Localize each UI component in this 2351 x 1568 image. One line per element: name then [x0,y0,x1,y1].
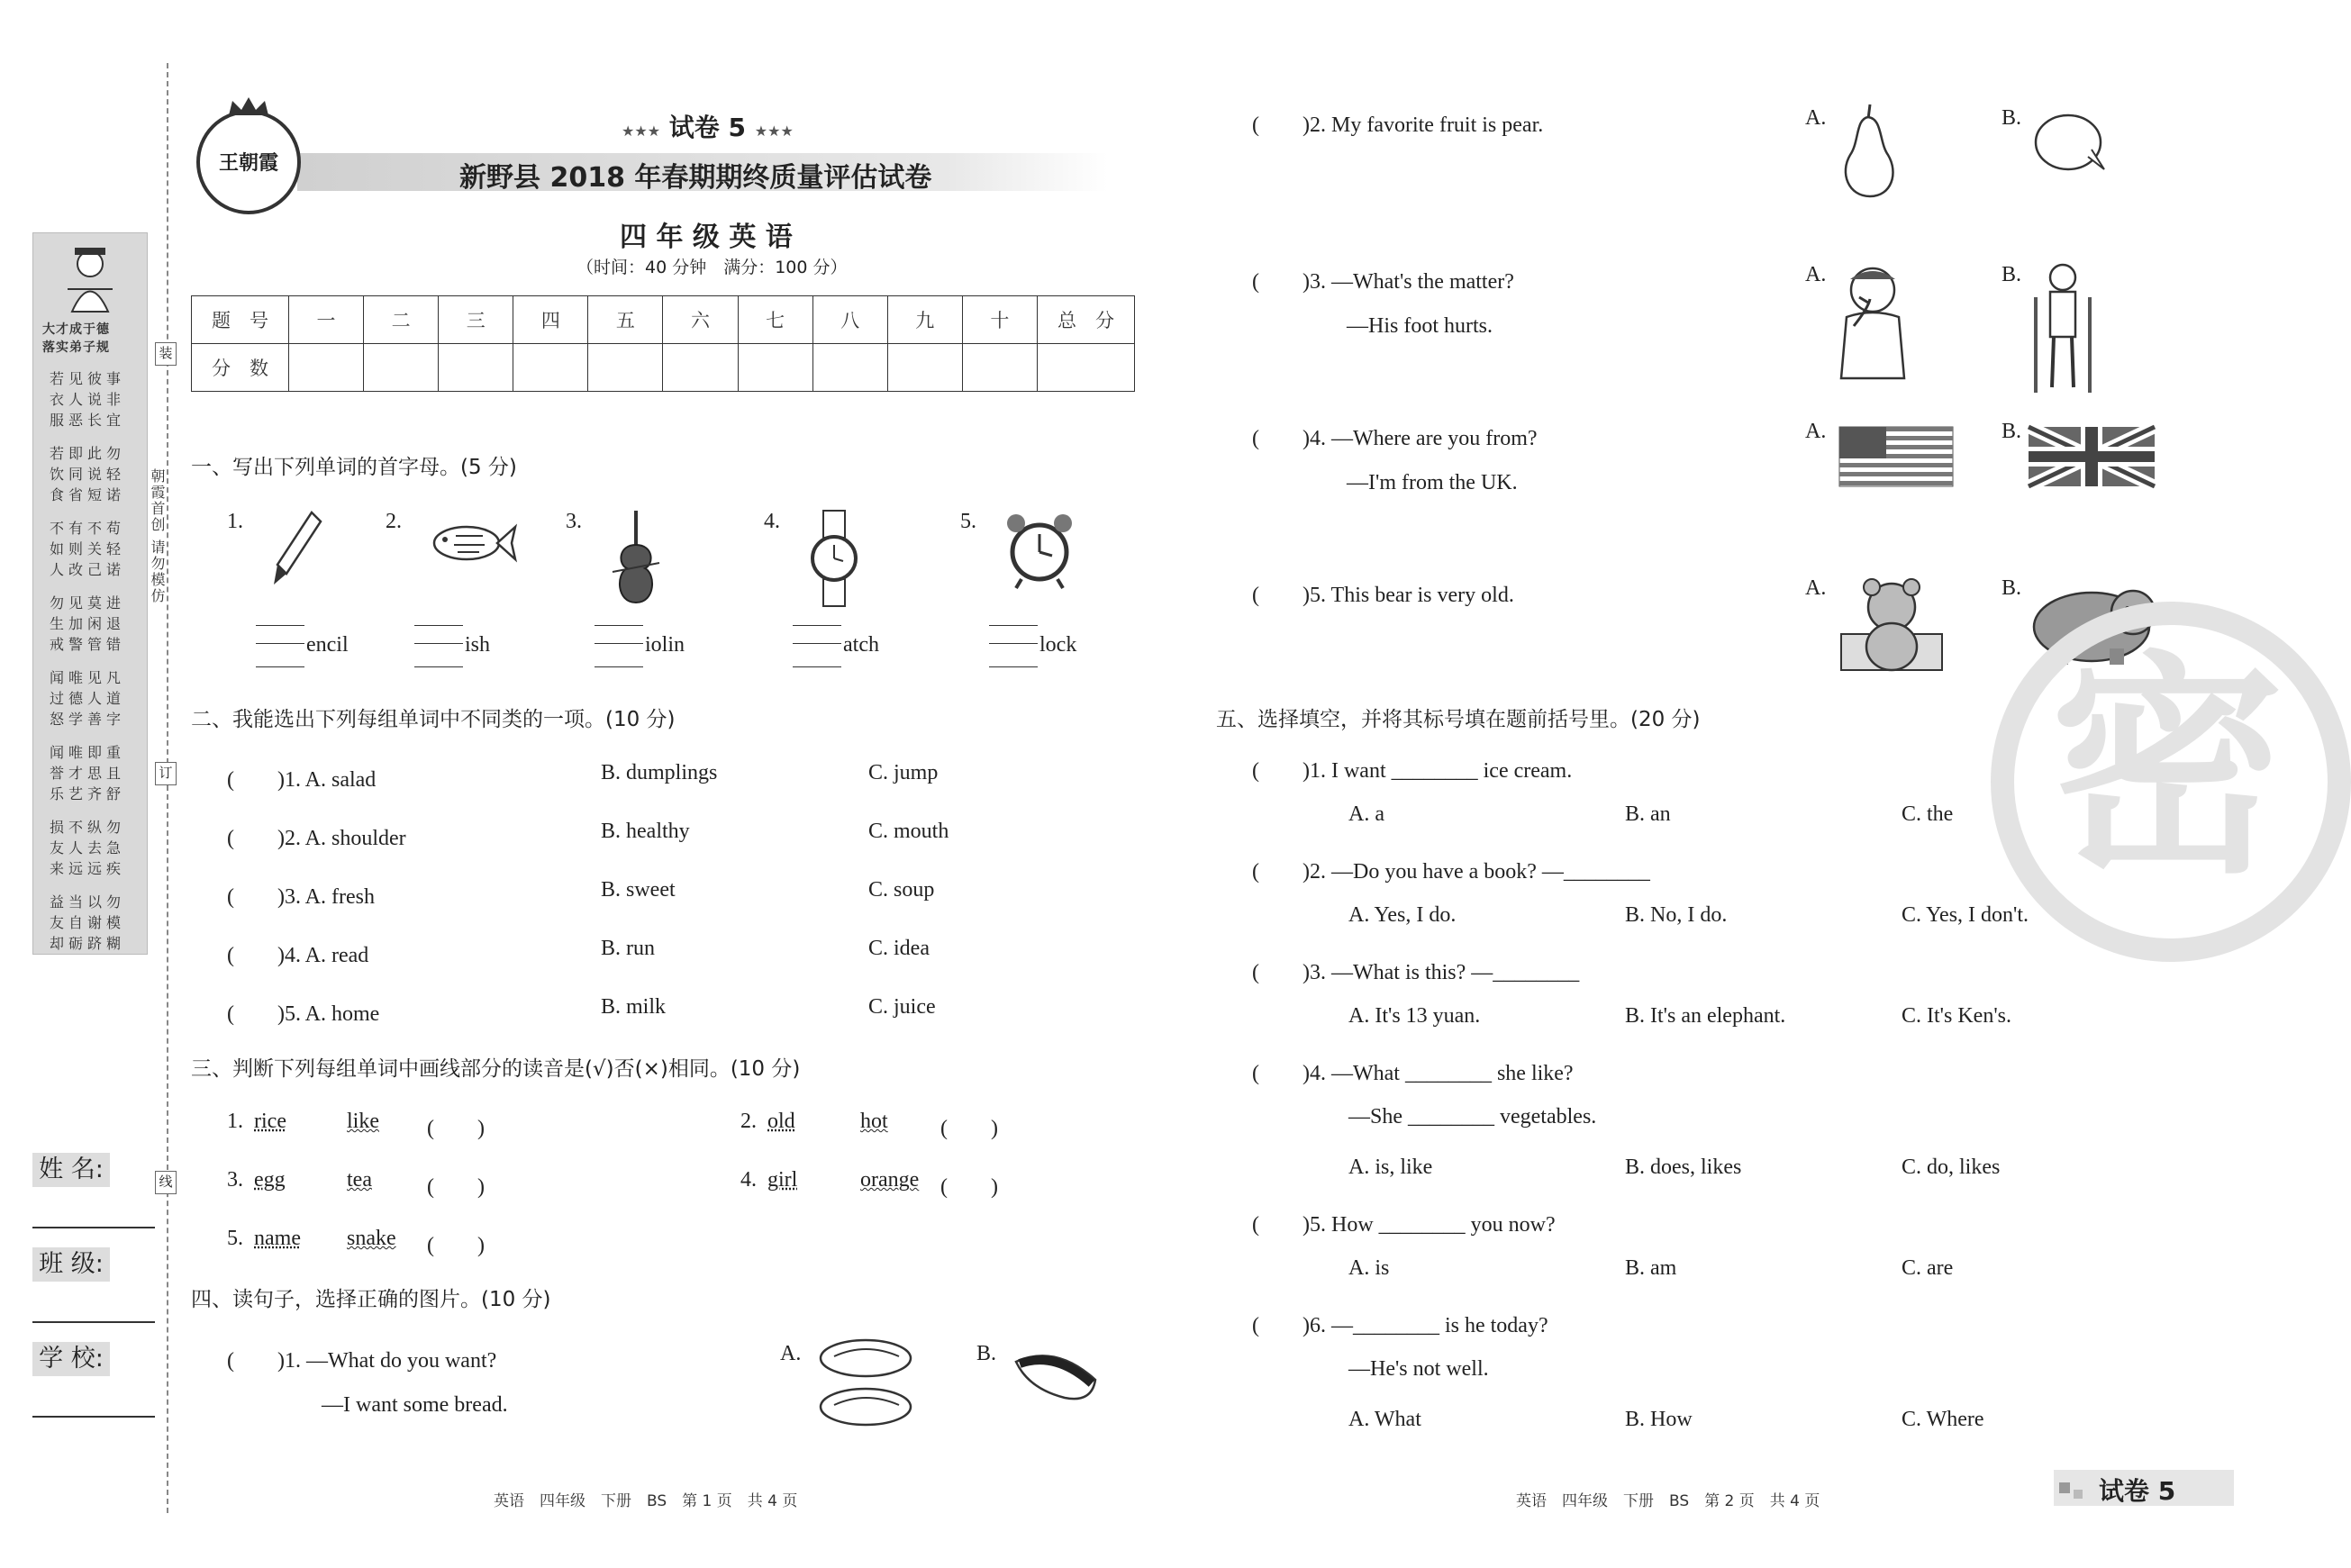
s1-item-number: 1. [227,510,243,533]
s3-word-2: snake [347,1227,396,1250]
school-field[interactable] [32,1414,155,1418]
star-icon: ★★★ [754,122,794,140]
s3-word-2: hot [860,1110,888,1133]
s1-item-number: 5. [960,510,976,533]
s4-question: ( )4. —Where are you from? [1252,427,1538,450]
rules-poem [50,368,140,966]
poem-line: 友自谢模 [50,914,126,931]
s5-option-a[interactable]: A. is [1348,1256,1390,1280]
motto-line-2: 落实弟子规 [42,340,110,355]
us-flag-icon[interactable] [1839,427,1953,490]
s3-word-1: name [254,1227,301,1250]
s5-question: ( )5. How ________ you now? [1252,1213,1556,1237]
violin-icon [609,509,663,612]
poem-block [50,518,140,580]
s5-question: ( )3. —What is this? —________ [1252,961,1580,984]
score-input-cell[interactable] [289,344,364,392]
poem-line: 戒警管错 [50,636,126,653]
s1-word-suffix: encil [306,633,349,657]
score-input-cell[interactable] [962,344,1037,392]
logo-badge [196,110,301,214]
watch-icon [807,509,861,612]
poem-line: 损不纵勿 [50,819,126,836]
s1-blank-top[interactable] [414,625,463,626]
s2-option-c: C. jump [868,761,939,784]
s5-question: ( )6. —________ is he today? [1252,1314,1548,1337]
score-input-cell[interactable] [663,344,738,392]
s2-option-c: C. soup [868,878,935,902]
s3-answer-paren[interactable]: ( ) [940,1117,998,1140]
confidential-watermark [1991,602,2351,962]
score-input-cell[interactable] [439,344,513,392]
clock-icon [1003,509,1076,594]
square-icon [2074,1490,2083,1499]
s3-word-1: girl [767,1168,798,1192]
s4-option-b[interactable]: B. [2002,420,2022,443]
footer-badge [2054,1470,2234,1506]
poem-line: 若即此勿 [50,445,126,462]
s3-number: 3. [227,1168,243,1192]
s4-option-b[interactable]: B. [976,1342,997,1365]
s1-blank-mid[interactable] [989,643,1038,644]
s5-option-c[interactable]: C. are [1902,1256,1954,1280]
name-field[interactable] [32,1225,155,1228]
school-label: 学 校: [32,1342,110,1376]
logo-text: 王朝霞 [218,152,278,175]
watermark-char: 密 [2050,633,2284,905]
poem-line: 生加闲退 [50,615,126,632]
s5-option-c[interactable]: C. do, likes [1902,1156,2001,1179]
s5-option-b[interactable]: B. am [1625,1256,1677,1280]
s3-answer-paren[interactable]: ( ) [427,1234,485,1257]
score-input-cell[interactable] [1038,344,1135,392]
score-input-cell[interactable] [513,344,588,392]
s5-option-c[interactable]: C. Yes, I don't. [1902,903,2029,927]
poem-line: 不有不苟 [50,520,126,537]
s4-question: ( )2. My favorite fruit is pear. [1252,113,1544,137]
pear-icon[interactable] [1838,101,1901,204]
subject-title: 四 年 级 英 语 [620,222,793,253]
s5-option-b[interactable]: B. No, I do. [1625,903,1728,927]
s3-word-1: old [767,1110,795,1133]
s5-option-a[interactable]: A. Yes, I do. [1348,903,1457,927]
uk-flag-icon[interactable] [2029,427,2155,490]
s2-question: ( )1. A. salad [227,768,377,792]
s4-option-a[interactable]: A. [780,1342,802,1365]
section1-title: 一、写出下列单词的首字母。(5 分) [191,456,517,479]
scholar-figure-icon [59,244,122,316]
poem-line: 人改己诺 [50,561,126,578]
s3-number: 1. [227,1110,243,1133]
s5-question: ( )4. —What ________ she like? [1252,1062,1574,1085]
s2-option-b: B. healthy [601,820,690,843]
poem-line: 饮同说轻 [50,466,126,483]
boy-cry-icon[interactable] [1832,263,1913,384]
bear-old-icon[interactable] [1838,571,1946,683]
section4-title: 四、读句子，选择正确的图片。(10 分) [191,1288,551,1311]
poem-line: 如则关轻 [50,540,126,557]
s1-blank-top[interactable] [793,625,841,626]
score-table-header [192,296,1135,344]
score-header-cell: 八 [812,296,887,344]
fish-icon [429,509,519,576]
poem-line: 过德人道 [50,690,126,707]
score-header-cell: 十 [962,296,1037,344]
s5-question: ( )2. —Do you have a book? —________ [1252,860,1650,884]
s1-item-number: 2. [386,510,402,533]
poem-line: 闻唯见凡 [50,669,126,686]
s1-blank-mid[interactable] [256,643,304,644]
s4-question: ( )3. —What's the matter? [1252,270,1514,294]
score-input-cell[interactable] [812,344,887,392]
s4-option-b[interactable]: B. [2002,263,2022,286]
score-header-cell: 三 [439,296,513,344]
s3-answer-paren[interactable]: ( ) [427,1175,485,1199]
poem-line: 食省短诺 [50,486,126,503]
s1-blank-top[interactable] [989,625,1038,626]
s1-blank-mid[interactable] [595,643,643,644]
s2-question: ( )2. A. shoulder [227,827,406,850]
s2-question: ( )3. A. fresh [227,885,375,909]
s2-option-b: B. run [601,937,655,960]
s5-question-line-2: —He's not well. [1348,1357,1489,1381]
s1-word-suffix: lock [1039,633,1077,657]
s1-blank-bottom[interactable] [595,666,643,667]
s5-option-c[interactable]: C. It's Ken's. [1902,1004,2011,1028]
score-input-cell[interactable] [738,344,812,392]
motto-panel [32,232,148,955]
s3-answer-paren[interactable]: ( ) [427,1117,485,1140]
s5-option-b[interactable]: B. How [1625,1408,1693,1431]
s2-question: ( )4. A. read [227,944,369,967]
s5-question: ( )1. I want ________ ice cream. [1252,759,1573,783]
poem-block [50,667,140,730]
star-icon: ★★★ [622,122,661,140]
score-input-cell[interactable] [588,344,663,392]
s3-number: 4. [740,1168,757,1192]
s1-word-suffix: iolin [645,633,685,657]
s1-blank-bottom[interactable] [414,666,463,667]
score-header-cell: 四 [513,296,588,344]
s3-number: 2. [740,1110,757,1133]
class-field[interactable] [32,1319,155,1323]
section5-title: 五、选择填空，并将其标号填在题前括号里。(20 分) [1216,708,1701,731]
square-icon [2059,1482,2070,1493]
poem-block [50,742,140,804]
score-header-cell: 二 [364,296,439,344]
score-header-cell: 五 [588,296,663,344]
s3-word-2: orange [860,1168,920,1192]
s4-option-a[interactable]: A. [1805,106,1827,130]
s4-answer-line: —His foot hurts. [1347,314,1493,338]
footer-right: 英语 四年级 下册 BS 第 2 页 共 4 页 [1516,1492,1820,1510]
badge-top: ★★★ 试卷 5 ★★★ [622,113,794,142]
poem-block [50,892,140,954]
score-header-cell: 六 [663,296,738,344]
s4-option-a[interactable]: A. [1805,263,1827,286]
s2-option-c: C. idea [868,937,930,960]
poem-line: 若见彼事 [50,370,126,387]
s5-option-a[interactable]: A. What [1348,1408,1421,1431]
poem-line: 勿见莫进 [50,594,126,612]
score-input-cell[interactable] [364,344,439,392]
s3-answer-paren[interactable]: ( ) [940,1175,998,1199]
s4-answer-line: —I want some bread. [322,1393,508,1417]
hotdog-icon[interactable] [1011,1344,1101,1410]
exam-meta: （时间：40 分钟 满分：100 分） [576,258,848,277]
s2-option-c: C. mouth [868,820,949,843]
s4-question: ( )5. This bear is very old. [1252,584,1514,607]
s1-blank-mid[interactable] [414,643,463,644]
s5-option-a[interactable]: A. a [1348,802,1384,826]
score-label-cell: 分 数 [192,344,289,392]
s4-question: ( )1. —What do you want? [227,1349,497,1373]
s4-option-b[interactable]: B. [2002,106,2022,130]
s1-blank-top[interactable] [595,625,643,626]
s5-option-c[interactable]: C. the [1902,802,1954,826]
section2-title: 二、我能选出下列每组单词中不同类的一项。(10 分) [191,708,676,731]
s2-option-b: B. sweet [601,878,676,902]
score-input-cell[interactable] [887,344,962,392]
poem-line: 服恶长宜 [50,412,126,429]
poem-block [50,817,140,879]
s3-word-2: like [347,1110,379,1133]
crown-icon [227,95,270,117]
s1-blank-mid[interactable] [793,643,841,644]
s3-word-1: rice [254,1110,286,1133]
poem-block [50,593,140,655]
s1-item-number: 3. [566,510,582,533]
s2-option-b: B. dumplings [601,761,718,784]
poem-line: 益当以勿 [50,893,126,911]
score-table-row [192,344,1135,392]
poem-line: 友人去急 [50,839,126,857]
binding-line [167,63,168,1513]
s4-option-a[interactable]: A. [1805,420,1827,443]
s5-option-a[interactable]: A. is, like [1348,1156,1433,1179]
class-label: 班 级: [32,1247,110,1282]
poem-line: 却砺跻糊 [50,935,126,952]
vertical-note: 朝霞首创 请勿模仿 [149,468,166,605]
s5-option-b[interactable]: B. It's an elephant. [1625,1004,1786,1028]
score-header-cell: 七 [738,296,812,344]
score-header-cell: 总 分 [1038,296,1135,344]
seal-mark-3: 线 [155,1171,177,1194]
s5-option-a[interactable]: A. It's 13 yuan. [1348,1004,1481,1028]
poem-line: 怒学善字 [50,711,126,728]
s1-word-suffix: atch [843,633,879,657]
s1-item-number: 4. [764,510,780,533]
s2-option-b: B. milk [601,995,667,1019]
s5-question-line-2: —She ________ vegetables. [1348,1105,1597,1128]
seal-mark-2: 订 [155,762,177,785]
exam-title: 新野县 2018 年春期期终质量评估试卷 [459,162,932,194]
s5-option-c[interactable]: C. Where [1902,1408,1984,1431]
section3-title: 三、判断下列每组单词中画线部分的读音是(√)否(×)相同。(10 分) [191,1057,801,1081]
footer-badge-text: 试卷 5 [2099,1476,2176,1506]
s1-blank-bottom[interactable] [989,666,1038,667]
poem-line: 乐艺齐舒 [50,785,126,802]
poem-block [50,443,140,505]
poem-line: 来远远疾 [50,860,126,877]
s1-blank-top[interactable] [256,625,304,626]
poem-block [50,368,140,431]
s4-option-b[interactable]: B. [2002,576,2022,600]
score-header-cell: 题 号 [192,296,289,344]
score-table [191,295,1135,392]
motto-line-1: 大才成于德 [42,322,110,337]
s5-option-b[interactable]: B. an [1625,802,1671,826]
poem-line: 誉才思且 [50,765,126,782]
s5-option-b[interactable]: B. does, likes [1625,1156,1742,1179]
s3-word-2: tea [347,1168,372,1192]
lemon-icon[interactable] [2029,106,2110,182]
score-header-cell: 九 [887,296,962,344]
bread-icon[interactable] [816,1333,915,1436]
poem-line: 衣人说非 [50,391,126,408]
s3-word-1: egg [254,1168,286,1192]
s4-answer-line: —I'm from the UK. [1347,471,1518,494]
s4-option-a[interactable]: A. [1805,576,1827,600]
score-header-cell: 一 [289,296,364,344]
s2-question: ( )5. A. home [227,1002,380,1026]
boy-crutch-icon[interactable] [2027,261,2099,400]
s3-number: 5. [227,1227,243,1250]
poem-line: 闻唯即重 [50,744,126,761]
s1-blank-bottom[interactable] [793,666,841,667]
s1-word-suffix: ish [465,633,491,657]
footer-left: 英语 四年级 下册 BS 第 1 页 共 4 页 [494,1492,798,1510]
name-label: 姓 名: [32,1153,110,1187]
pencil-icon [270,509,324,594]
s1-blank-bottom[interactable] [256,666,304,667]
seal-mark-1: 装 [155,342,177,366]
s2-option-c: C. juice [868,995,936,1019]
